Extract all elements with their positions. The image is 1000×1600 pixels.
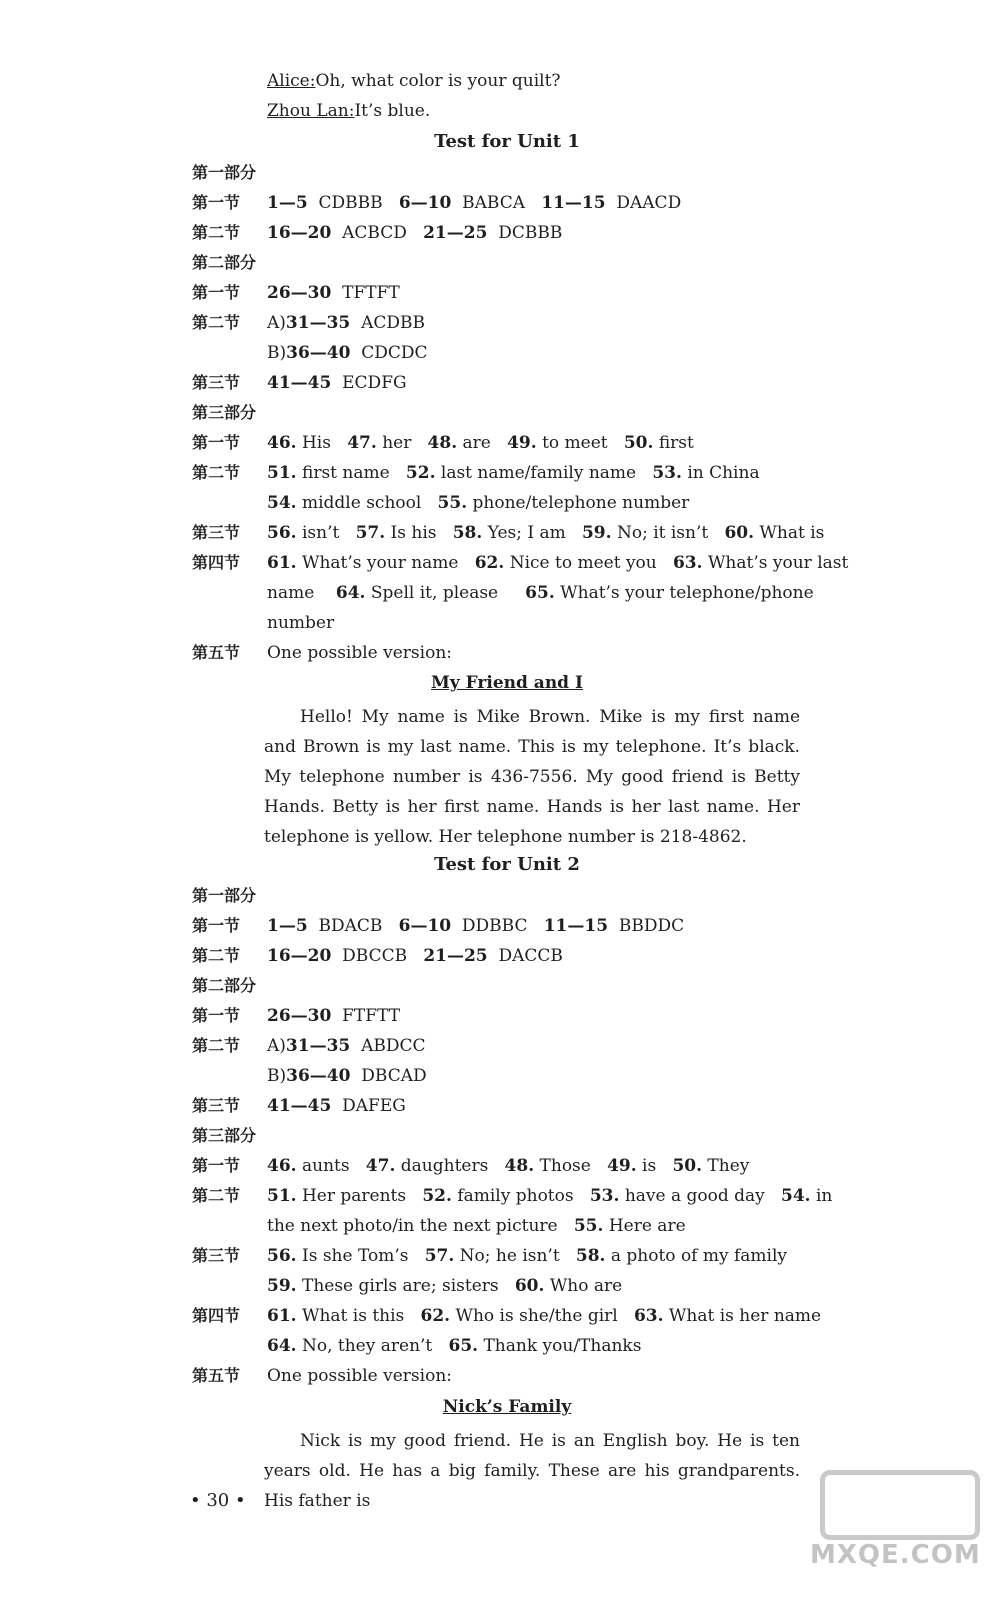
section-label: 第一节 [192, 1006, 241, 1025]
unit2-part1-heading: 第一部分 [192, 886, 257, 905]
section-label: 第四节 [192, 1306, 241, 1325]
unit1-part1-heading: 第一部分 [192, 163, 257, 182]
section-label: 第二节 [192, 1036, 241, 1055]
section-label: 第一节 [192, 283, 241, 302]
dialogue-text: It’s blue. [354, 101, 431, 121]
watermark-box-icon [820, 1470, 980, 1540]
unit2-p2-s1: 第一节 26—30 FTFTT [192, 1006, 401, 1026]
section-label: 第五节 [192, 1366, 241, 1385]
unit1-part3-heading: 第三部分 [192, 403, 257, 422]
unit1-p3-s2a: 第二节 51. first name 52. last name/family name 53. in China [192, 463, 760, 483]
unit1-p2-s1: 第一节 26—30 TFTFT [192, 283, 400, 303]
section-label: 第三节 [192, 373, 241, 392]
section-label: 第一节 [192, 433, 241, 452]
unit1-essay-title: My Friend and I [431, 673, 583, 693]
unit1-p1-s1: 第一节 1—5 CDBBB 6—10 BABCA 11—15 DAACD [192, 193, 682, 213]
speaker-zhou-lan: Zhou Lan: [267, 101, 355, 121]
section-label: 第一节 [192, 916, 241, 935]
unit1-title: Test for Unit 1 [434, 131, 580, 152]
unit2-p3-s5: 第五节 One possible version: [192, 1366, 452, 1386]
dialogue-line-alice [192, 70, 897, 92]
unit2-p3-s4b: 64. No, they aren’t 65. Thank you/Thanks [267, 1336, 642, 1356]
unit2-part3-heading: 第三部分 [192, 1126, 257, 1145]
section-label: 第二节 [192, 946, 241, 965]
section-label: 第二节 [192, 223, 241, 242]
section-label: 第二节 [192, 313, 241, 332]
section-label: 第三节 [192, 1096, 241, 1115]
unit2-p1-s1: 第一节 1—5 BDACB 6—10 DDBBC 11—15 BBDDC [192, 916, 685, 936]
speaker-alice: Alice: [267, 71, 316, 91]
unit2-p2-s3: 第三节 41—45 DAFEG [192, 1096, 406, 1116]
unit2-essay-text: Nick is my good friend. He is an English boy. He is ten years old. He has a big family. These are his grandparents. His father is [264, 1431, 800, 1511]
section-label: 第四节 [192, 553, 241, 572]
unit1-essay-text: Hello! My name is Mike Brown. Mike is my first name and Brown is my last name. This is my telephone. It’s black. My telephone number is 436-7556. My good friend is Betty Hands. Betty is her first name. Hands is her last name. Her telephone is yellow. Her telephone number is 218-4862. [264, 707, 800, 847]
unit1-p2-s3: 第三节 41—45 ECDFG [192, 373, 407, 393]
section-label: 第二节 [192, 463, 241, 482]
unit1-p1-s2: 第二节 16—20 ACBCD 21—25 DCBBB [192, 223, 563, 243]
unit2-essay-title: Nick’s Family [442, 1397, 572, 1417]
section-label: 第五节 [192, 643, 241, 662]
unit2-p3-s4a: 第四节 61. What is this 62. Who is she/the girl 63. What is her name [192, 1306, 822, 1326]
unit2-p3-s1: 第一节 46. aunts 47. daughters 48. Those 49. is 50. They [192, 1156, 750, 1176]
unit1-p3-s4a: 第四节 61. What’s your name 62. Nice to meet you 63. What’s your last [192, 553, 849, 573]
unit1-p2-s2b: B)36—40 CDCDC [267, 343, 428, 363]
unit2-title: Test for Unit 2 [434, 854, 580, 875]
watermark-logo [800, 1470, 990, 1590]
unit1-p3-s3: 第三节 56. isn’t 57. Is his 58. Yes; I am 59. No; it isn’t 60. What is [192, 523, 825, 543]
unit1-p2-s2a: 第二节 A)31—35 ACDBB [192, 313, 425, 333]
unit2-p2-s2b: B)36—40 DBCAD [267, 1066, 427, 1086]
unit1-p3-s5: 第五节 One possible version: [192, 643, 452, 663]
unit2-p3-s2a: 第二节 51. Her parents 52. family photos 53. have a good day 54. in [192, 1186, 833, 1206]
unit2-p1-s2: 第二节 16—20 DBCCB 21—25 DACCB [192, 946, 563, 966]
section-label: 第三节 [192, 523, 241, 542]
unit1-p3-s4c: number [267, 613, 335, 633]
unit1-p3-s1: 第一节 46. His 47. her 48. are 49. to meet 50. first [192, 433, 694, 453]
section-label: 第一节 [192, 193, 241, 212]
dialogue-line-zhou-lan [192, 100, 897, 122]
unit2-part2-heading: 第二部分 [192, 976, 257, 995]
unit2-p3-s3b: 59. These girls are; sisters 60. Who are [267, 1276, 623, 1296]
unit1-p3-s2b: 54. middle school 55. phone/telephone number [267, 493, 690, 513]
unit2-p3-s3a: 第三节 56. Is she Tom’s 57. No; he isn’t 58. a photo of my family [192, 1246, 788, 1266]
section-label: 第三节 [192, 1246, 241, 1265]
section-label: 第二节 [192, 1186, 241, 1205]
unit1-p3-s4b: name 64. Spell it, please 65. What’s your telephone/phone [267, 583, 814, 603]
unit2-p2-s2a: 第二节 A)31—35 ABDCC [192, 1036, 426, 1056]
dialogue-text: Oh, what color is your quilt? [315, 71, 561, 91]
page-number: • 30 • [190, 1490, 246, 1511]
section-label: 第一节 [192, 1156, 241, 1175]
unit1-part2-heading: 第二部分 [192, 253, 257, 272]
watermark-text: MXQE.COM [810, 1540, 981, 1570]
unit2-p3-s2b: the next photo/in the next picture 55. Here are [267, 1216, 686, 1236]
